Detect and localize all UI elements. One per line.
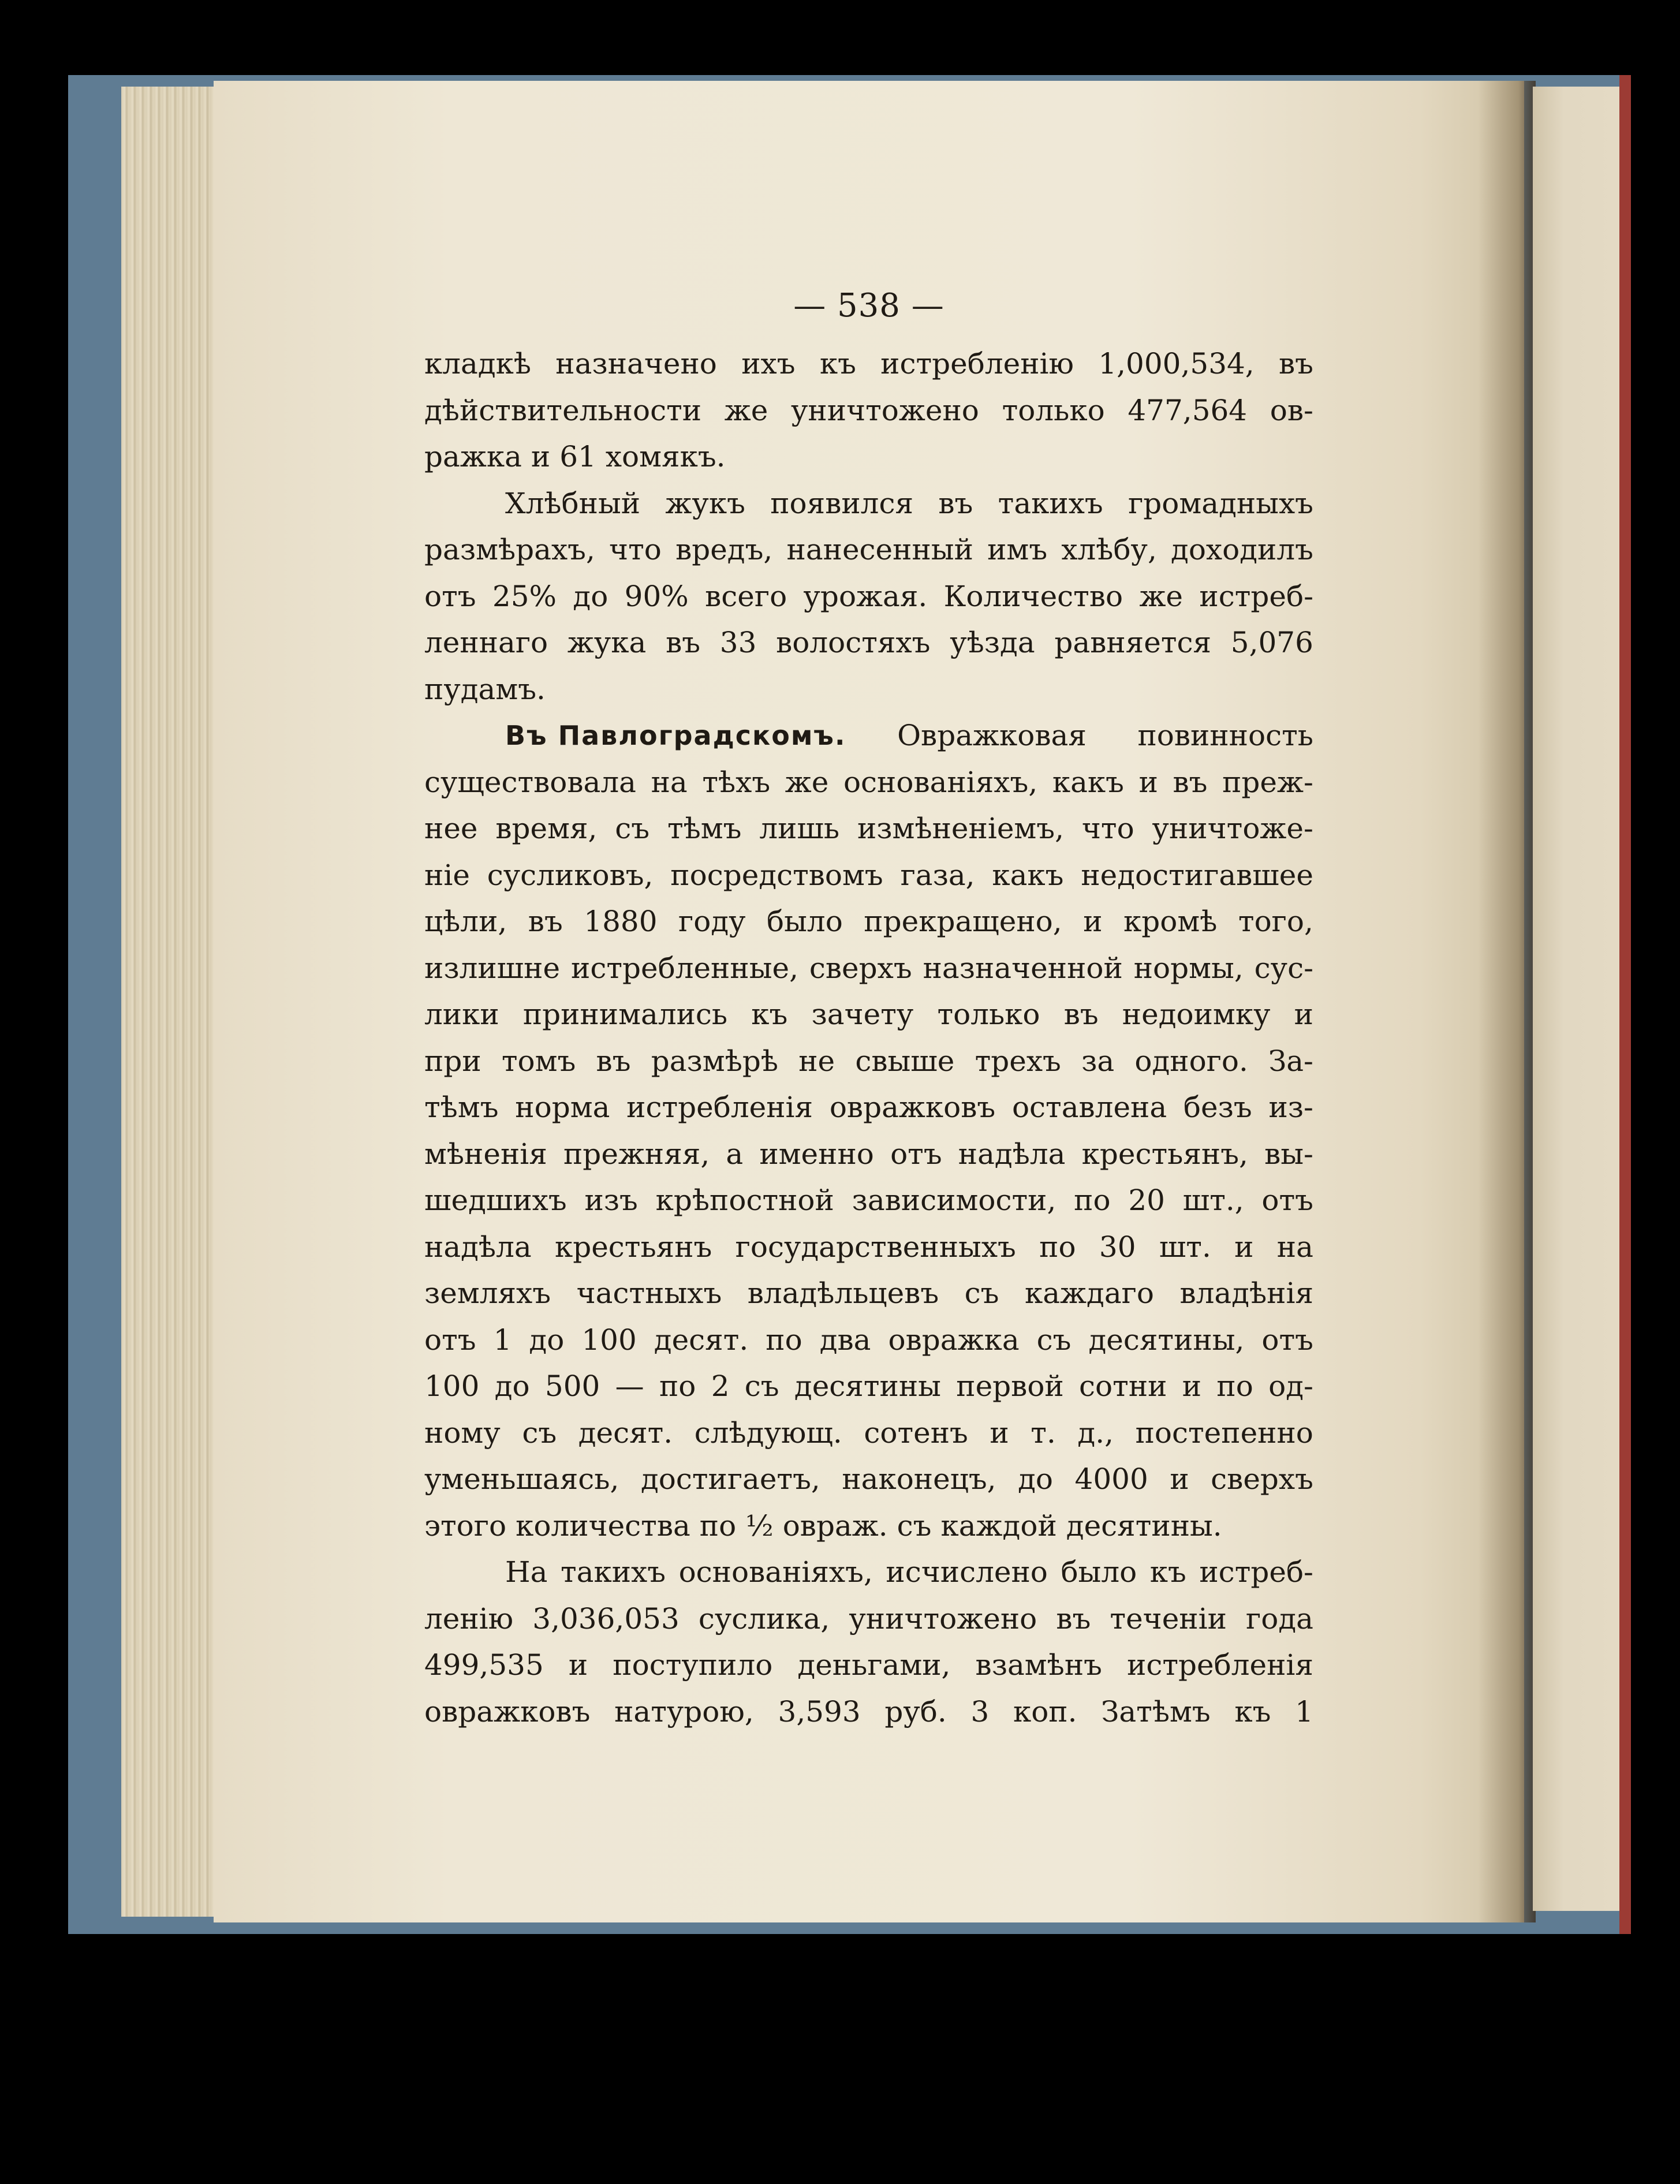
word: съ [964,1276,999,1310]
word: трехъ [975,1044,1061,1078]
word: къ [1149,1555,1186,1589]
word: и [1170,1462,1189,1496]
word: только [1002,393,1105,427]
word: же [1139,579,1184,613]
word: было [767,905,843,938]
text-line [424,1410,1313,1457]
word: 3 [970,1694,990,1728]
word: уменьшаясь, [424,1462,619,1496]
word: 25% [492,579,557,613]
word: 90% [624,579,689,613]
word: из- [1268,1091,1313,1124]
word: прекращено, [864,905,1062,938]
book-spine-edge [1619,75,1631,1934]
word: 30 [1099,1230,1136,1264]
word: назначено [555,347,717,380]
text-line [424,527,1313,573]
word: истреб- [1199,579,1313,613]
word: количества [516,1509,690,1543]
word: что [1081,812,1134,845]
word: преж- [1222,765,1313,799]
word: Количество [943,579,1123,613]
word: На [505,1555,548,1589]
word: Хлѣбный [505,486,641,520]
word: въ [1173,765,1208,799]
facing-page [1533,87,1622,1911]
word: и [1234,1230,1254,1264]
word: не [798,1044,835,1078]
word: отъ [424,1323,476,1357]
text-line [424,945,1313,992]
word: жука [567,626,647,659]
word: овражковъ [424,1694,591,1728]
word: истребленію [880,347,1074,380]
word: владѣльцевъ [747,1276,939,1310]
word: на [1276,1230,1313,1264]
word: десят. [578,1416,673,1450]
word: взамѣнъ [975,1648,1102,1682]
word: ихъ [741,347,796,380]
word: 100 [424,1369,480,1403]
word: на [651,765,688,799]
word: въ [1279,347,1313,380]
word: натурою, [614,1694,754,1728]
text-line [424,712,1313,759]
word: основаніяхъ, [678,1555,873,1589]
word: отъ [1261,1184,1313,1217]
word: исчислено [886,1555,1048,1589]
word: основаніяхъ, [843,765,1038,799]
word: тѣхъ [702,765,771,799]
word: жукъ [665,486,745,520]
text-line [424,1596,1313,1642]
word: кромѣ [1123,905,1218,938]
word: томъ [501,1044,576,1078]
word: доходилъ [1171,533,1313,566]
word: поступило [613,1648,773,1682]
text-line [424,1270,1313,1317]
word: кладкѣ [424,347,532,380]
word: ленію [424,1601,514,1636]
word: того, [1238,905,1313,938]
word: всего [705,579,787,613]
word: 2 [711,1369,730,1403]
word: хомякъ. [605,440,726,473]
word: и [531,440,551,473]
word: по [659,1369,696,1403]
word: года [1246,1601,1313,1636]
word: ов- [1270,393,1313,427]
text-line [424,991,1313,1038]
word: и [1182,1369,1202,1403]
word: въ [938,486,973,520]
word: и [990,1416,1009,1450]
word: оставлена [1011,1091,1167,1124]
word: посредствомъ [670,858,883,892]
word: отъ [1261,1323,1313,1357]
word: урожая. [803,579,928,613]
word: ніе [424,858,470,892]
text-line [424,1549,1313,1596]
word: свыше [855,1044,955,1078]
word: существовала [424,765,636,799]
word: крестьянъ [554,1230,712,1264]
word: суслика, [698,1601,830,1636]
word: 3,036,053 [532,1601,680,1636]
word: недостигавшее [1081,858,1313,892]
word: при [424,1044,481,1078]
word: этого [424,1509,507,1543]
word: же [724,393,768,427]
word: и [1138,765,1158,799]
word: нанесенный [786,533,973,566]
word: первой [956,1369,1064,1403]
word: измѣненіемъ, [857,812,1065,845]
word: зависимости, [852,1184,1056,1217]
word: коп. [1013,1694,1077,1728]
word: 33 [719,626,757,659]
word: д., [1077,1416,1114,1450]
word: десятины, [1088,1323,1245,1357]
word: до [1018,1462,1053,1496]
word: вредъ, [675,533,773,566]
text-line [424,759,1313,806]
word: сусликовъ, [487,858,654,892]
word: десят. [654,1323,749,1357]
word: владѣнія [1179,1276,1313,1310]
text-line [424,1503,1313,1550]
word: съ [615,812,650,845]
word: шт. [1159,1230,1211,1264]
word: десятины [794,1369,941,1403]
word: хлѣбу, [1061,533,1157,566]
word: 1880 [584,905,658,938]
word: 500 [544,1369,600,1403]
word: по [766,1323,802,1357]
text-line [424,898,1313,945]
word: цѣли, [424,905,507,938]
word: сус- [1254,951,1313,985]
word: уничтожено [791,393,979,427]
word: что [609,533,662,566]
word: — [615,1369,644,1403]
word: надѣла [958,1137,1066,1171]
word: руб. [884,1694,947,1728]
word: сверхъ [809,951,912,985]
word: за [1081,1044,1115,1078]
word: крестьянъ, [1081,1137,1248,1171]
word: размѣрахъ, [424,533,595,566]
word: ражка [424,440,522,473]
word: въ [666,626,701,659]
word: назначенной [923,951,1123,985]
word: году [678,905,746,938]
word: лишь [759,812,840,845]
word: имъ [987,533,1048,566]
text-line [424,1363,1313,1410]
word: изъ [584,1184,638,1217]
word: а [726,1137,744,1171]
page-number: — 538 — [793,287,944,324]
word: въ [1056,1601,1091,1636]
word: тѣмъ [667,812,742,845]
text-line [424,1224,1313,1271]
word: уѣзда [950,626,1035,659]
page-gutter [1478,81,1536,1922]
word: т. [1031,1416,1056,1450]
word: въ [1063,998,1099,1031]
word: частныхъ [576,1276,722,1310]
word: повинность [1137,719,1313,752]
word: отъ [424,579,476,613]
word: безъ [1183,1091,1252,1124]
word: же [785,765,829,799]
word: принимались [522,998,728,1031]
word: шт., [1182,1184,1244,1217]
word: въ [528,905,563,938]
word: какъ [1052,765,1124,799]
word: время, [495,812,598,845]
word: государственныхъ [735,1230,1016,1264]
word: излишне [424,951,561,985]
word: шедшихъ [424,1184,567,1217]
word: нормы, [1133,951,1244,985]
text-line [424,805,1313,852]
text-lines [424,341,1313,1735]
word: по [1039,1230,1076,1264]
word: въ [596,1044,631,1078]
word: одного. [1134,1044,1248,1078]
word: два [819,1323,871,1357]
word: къ [1234,1694,1271,1728]
word: и [1083,905,1103,938]
word: было [1061,1555,1137,1589]
word: до [529,1323,565,1357]
word: и [568,1648,588,1682]
word: 5,076 [1230,626,1313,659]
text-line [424,341,1313,387]
word: 477,564 [1128,393,1248,427]
word: зачету [811,998,914,1031]
word: уничтожено [849,1601,1037,1636]
word: по [699,1509,737,1543]
word: каждой [940,1509,1057,1543]
word: 100 [581,1323,637,1357]
word: овражковъ [829,1091,996,1124]
word: истребленія [1127,1648,1313,1682]
word: съ [744,1369,779,1403]
word: по [1216,1369,1253,1403]
word: 499,535 [424,1648,544,1682]
word: громадныхъ [1128,486,1313,520]
word: истреб- [1199,1555,1313,1589]
word: слѣдующ. [694,1416,842,1450]
word: недоимку [1122,998,1271,1031]
word: крѣпостной [655,1184,834,1217]
text-line [424,387,1313,434]
word: За- [1268,1044,1313,1078]
text-line [424,852,1313,899]
word: тѣмъ [424,1091,499,1124]
word: съ [522,1416,557,1450]
text-line [424,434,1313,480]
word: сотенъ [864,1416,968,1450]
word: истребленія [626,1091,813,1124]
word: только [937,998,1040,1031]
word: земляхъ [424,1276,551,1310]
word: сотни [1079,1369,1167,1403]
word: деньгами, [797,1648,951,1682]
word: такихъ [560,1555,666,1589]
word: ½ [745,1509,774,1543]
word: 4000 [1074,1462,1148,1496]
word: Овражковая [897,719,1087,752]
word: вы- [1264,1137,1313,1171]
section-heading: Въ Павлоградскомъ. [505,720,846,751]
word: достигаетъ, [640,1462,820,1496]
text-line [424,1317,1313,1364]
word: прежняя, [563,1137,710,1171]
word: пудамъ. [424,672,546,706]
word: овражка [888,1323,1020,1357]
word: отъ [890,1137,942,1171]
word: мѣненія [424,1137,547,1171]
word: появился [770,486,913,520]
text-line [424,1456,1313,1503]
word: съ [897,1509,932,1543]
word: лики [424,998,499,1031]
text-line [424,1689,1313,1735]
word: теченіи [1110,1601,1227,1636]
word: размѣрѣ [651,1044,779,1078]
word: постепенно [1135,1416,1313,1450]
text-line [424,1131,1313,1178]
word: 1 [1295,1694,1313,1728]
word: 61 [559,440,596,473]
text-line [424,1177,1313,1224]
word: сверхъ [1211,1462,1313,1496]
word: леннаго [424,626,548,659]
word: именно [759,1137,874,1171]
word: 20 [1128,1184,1165,1217]
word: и [1294,998,1313,1031]
word: Затѣмъ [1101,1694,1211,1728]
word: до [573,579,608,613]
word: до [494,1369,530,1403]
word: волостяхъ [776,626,931,659]
word: такихъ [998,486,1103,520]
page-text [424,271,1313,1735]
text-line [424,573,1313,620]
text-line [424,480,1313,527]
text-line [424,1084,1313,1131]
word: по [1074,1184,1111,1217]
word: надѣла [424,1230,532,1264]
word: къ [819,347,856,380]
text-line [424,1642,1313,1689]
word: съ [1036,1323,1072,1357]
text-line [424,666,1313,713]
word: 1 [493,1323,512,1357]
word: уничтоже- [1152,812,1313,845]
word: 3,593 [778,1694,861,1728]
word: каждаго [1025,1276,1154,1310]
word: десятины. [1066,1509,1222,1543]
word: ному [424,1416,501,1450]
word: дѣйствительности [424,393,702,427]
text-line [424,619,1313,666]
word: истребленные, [571,951,798,985]
word: нее [424,812,478,845]
word: норма [515,1091,610,1124]
word: газа, [900,858,975,892]
word: 1,000,534, [1098,347,1255,380]
word: къ [751,998,788,1031]
word: какъ [992,858,1064,892]
text-line [424,1038,1313,1085]
word: наконецъ, [842,1462,996,1496]
word: овраж. [782,1509,888,1543]
word: равняется [1054,626,1212,659]
word: од- [1268,1369,1313,1403]
